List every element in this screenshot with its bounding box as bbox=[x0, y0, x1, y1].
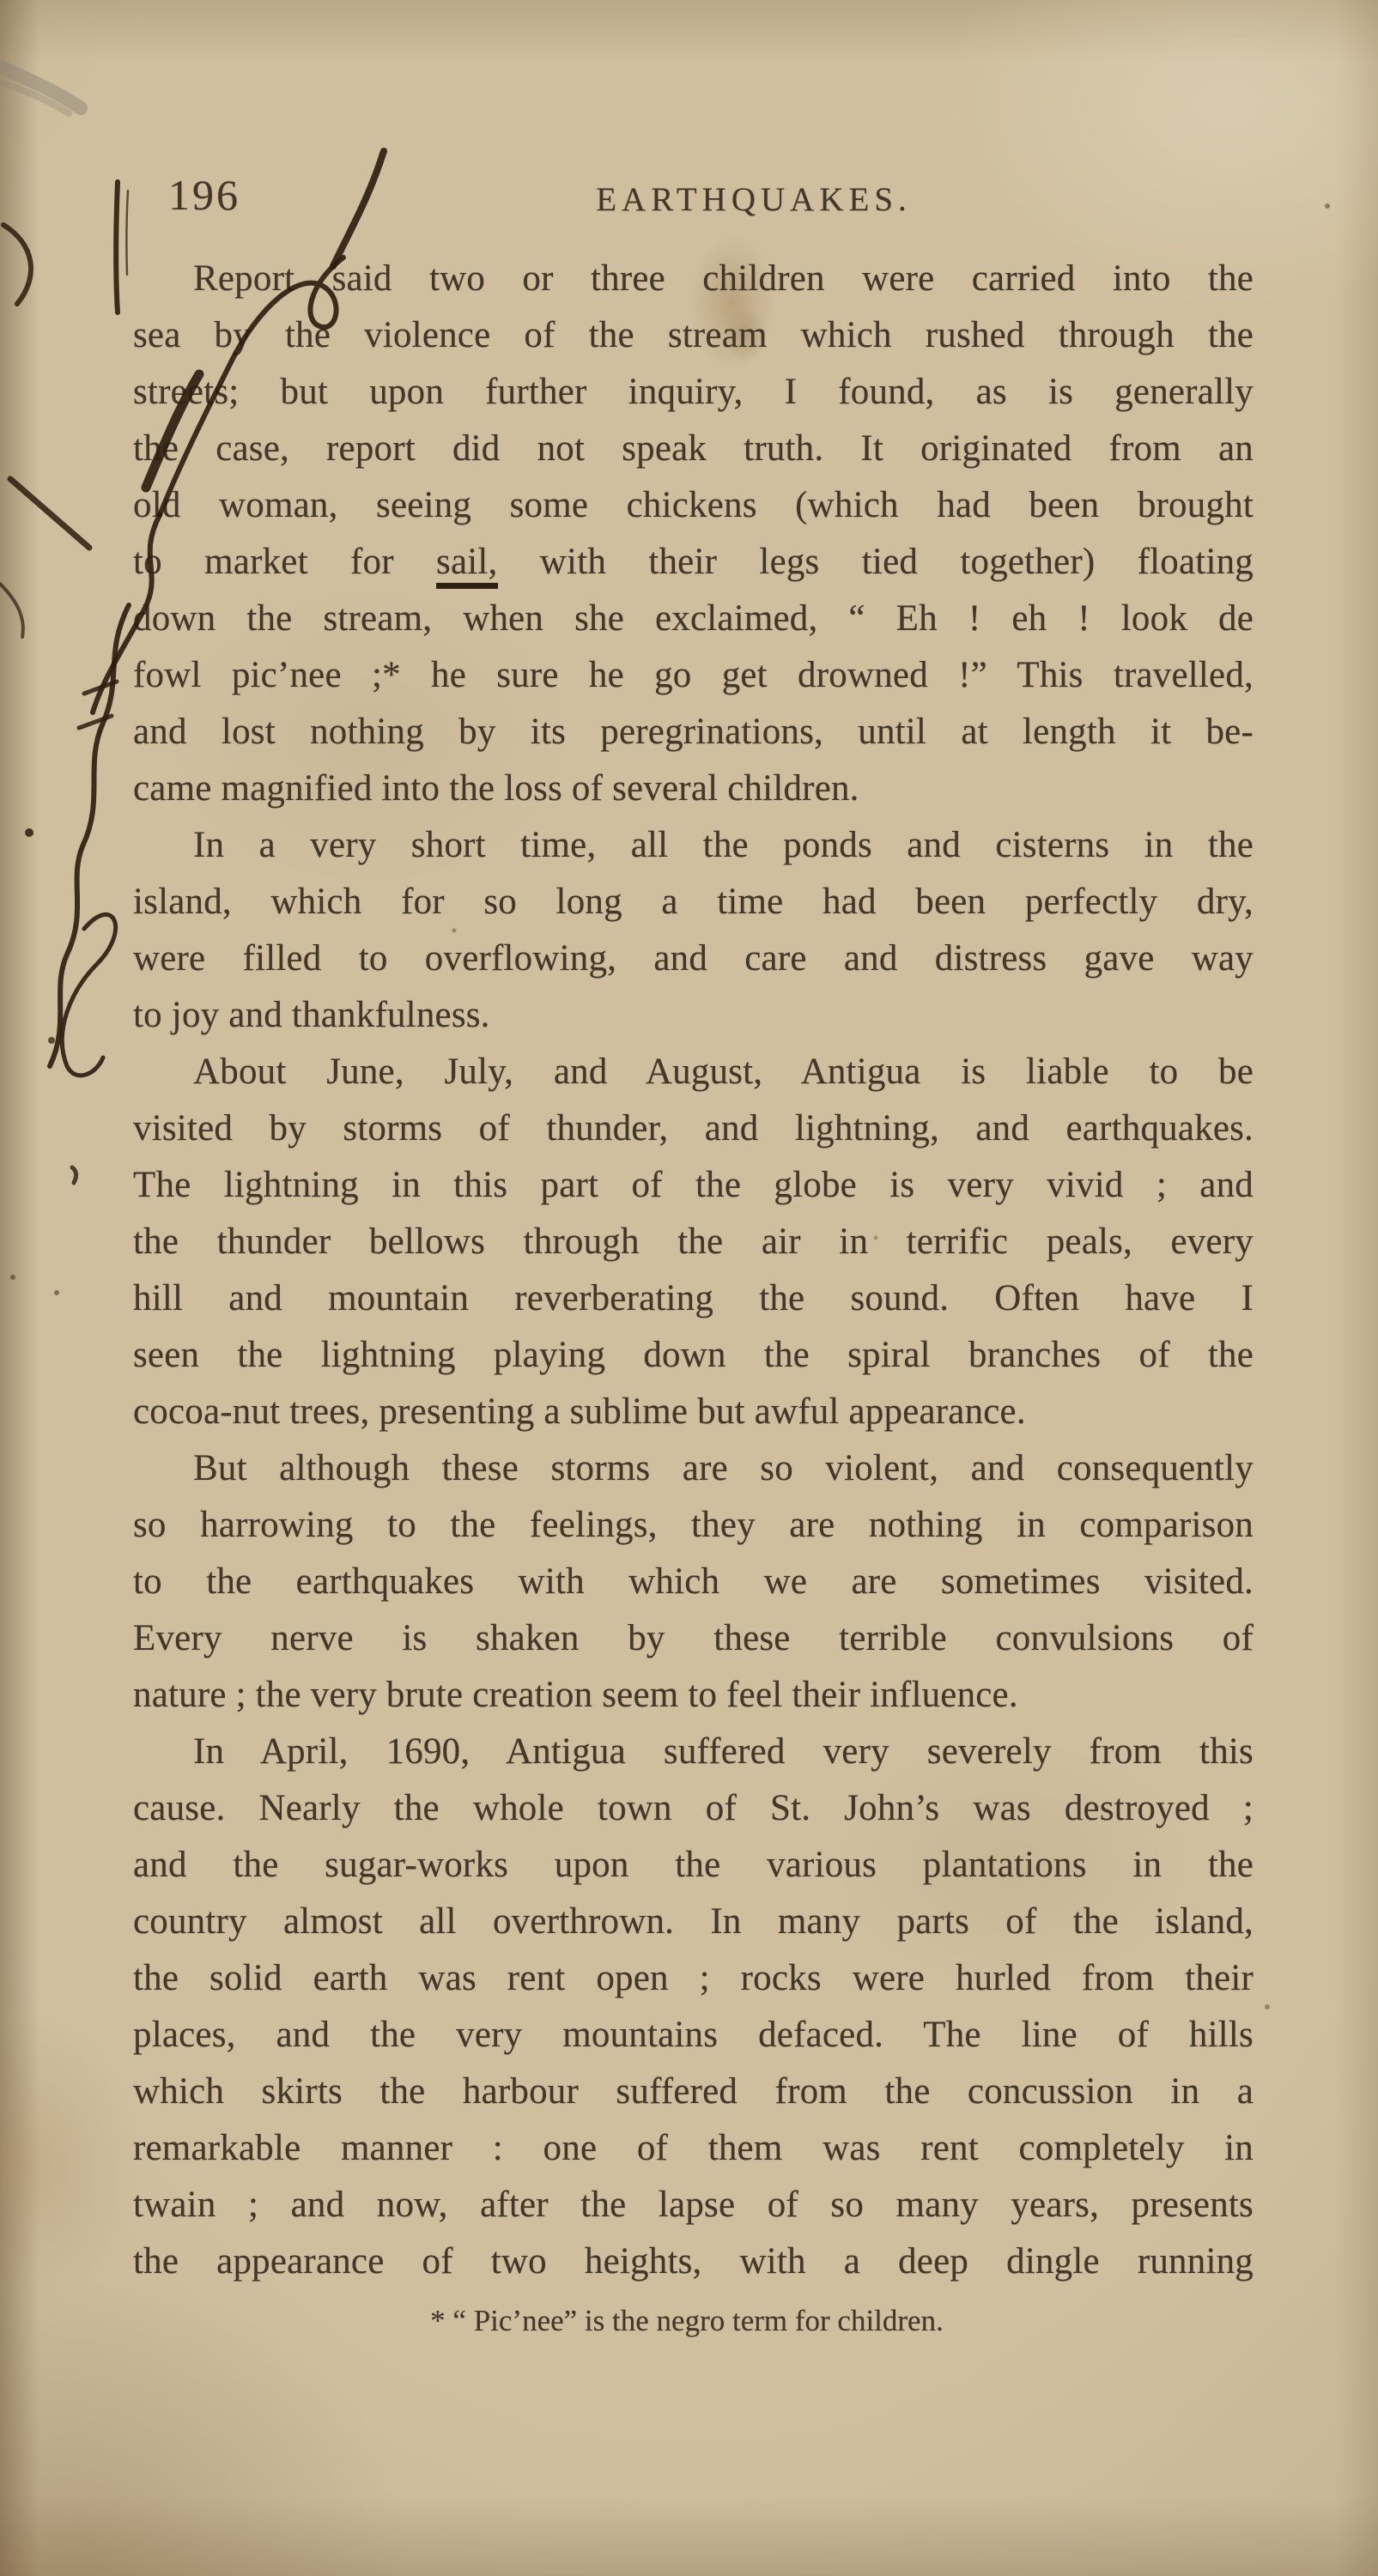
text-line: to the earthquakes with which we are sometimes visited. bbox=[133, 1561, 1254, 1602]
text-line: nature ; the very brute creation seem to feel their influence. bbox=[133, 1675, 1018, 1715]
margin-ink-dot bbox=[25, 828, 33, 837]
text-line: to joy and thankfulness. bbox=[133, 995, 490, 1035]
margin-ink-dash2 bbox=[79, 716, 112, 728]
text-line: streets; but upon further inquiry, I found, as is generally bbox=[133, 372, 1254, 412]
text-line: so harrowing to the feelings, they are nothing in comparison bbox=[133, 1505, 1254, 1545]
text-line: the solid earth was rent open ; rocks were hurled from their bbox=[133, 1958, 1254, 1998]
text-line: were filled to overflowing, and care and distress gave way bbox=[133, 938, 1254, 979]
text-line: cocoa-nut trees, presenting a sublime but awful appearance. bbox=[133, 1391, 1026, 1432]
text-line: visited by storms of thunder, and lightning, and earthquakes. bbox=[133, 1108, 1254, 1149]
margin-ink-slash bbox=[10, 479, 89, 548]
running-head: EARTHQUAKES. bbox=[596, 181, 912, 218]
margin-ink-dot2 bbox=[48, 1037, 55, 1044]
page-speck1 bbox=[1325, 203, 1330, 209]
margin-ink-bar bbox=[116, 182, 118, 312]
pencil-smudge-echo bbox=[0, 82, 69, 113]
text-line: remarkable manner : one of them was rent completely in bbox=[133, 2128, 1254, 2168]
text-line: In a very short time, all the ponds and cisterns in the bbox=[193, 825, 1254, 865]
text-line bbox=[133, 541, 1254, 597]
footnote: * “ Pic’nee” is the negro term for children. bbox=[430, 2304, 944, 2337]
page-speck2 bbox=[1265, 2004, 1270, 2009]
text-line: the thunder bellows through the air in terrific peals, every bbox=[133, 1221, 1254, 1262]
margin-ink-comma bbox=[72, 1167, 76, 1183]
text-line: Report said two or three children were carried into the bbox=[193, 258, 1254, 299]
body-text bbox=[133, 258, 1254, 2297]
text-line: Every nerve is shaken by these terrible convulsions of bbox=[133, 1618, 1254, 1658]
margin-ink-hook bbox=[3, 225, 31, 304]
text-line: hill and mountain reverberating the sound. Often have I bbox=[133, 1278, 1254, 1318]
text-line: the appearance of two heights, with a deep dingle running bbox=[133, 2241, 1254, 2282]
underlined-word: sail, bbox=[436, 542, 497, 589]
text-line: places, and the very mountains defaced. The line of hills bbox=[133, 2015, 1254, 2055]
text-line: The lightning in this part of the globe is very vivid ; and bbox=[133, 1165, 1254, 1205]
text-line: twain ; and now, after the lapse of so many years, presents bbox=[133, 2185, 1254, 2225]
text-line: down the stream, when she exclaimed, “ Eh ! eh ! look de bbox=[133, 598, 1254, 639]
text-line: About June, July, and August, Antigua is liable to be bbox=[193, 1052, 1254, 1092]
margin-ink-dash1 bbox=[84, 682, 117, 694]
text-line: island, which for so long a time had been perfectly dry, bbox=[133, 882, 1254, 922]
page-number: 196 bbox=[168, 171, 240, 219]
text-line: and the sugar-works upon the various plantations in the bbox=[133, 1845, 1254, 1885]
text-line: sea by the violence of the stream which rushed through the bbox=[133, 315, 1254, 355]
text-line: and lost nothing by its peregrinations, until at length it be- bbox=[133, 712, 1254, 752]
text-line: seen the lightning playing down the spiral branches of the bbox=[133, 1335, 1254, 1375]
text-segment: with their legs tied together) floating bbox=[497, 542, 1254, 582]
text-segment: to market for bbox=[133, 542, 437, 582]
margin-speck2 bbox=[54, 1290, 59, 1295]
text-line: country almost all overthrown. In many parts of the island, bbox=[133, 1901, 1254, 1942]
text-line: But although these storms are so violent, and consequently bbox=[193, 1448, 1254, 1488]
margin-ink-flourish-lower bbox=[50, 605, 129, 1066]
text-line: old woman, seeing some chickens (which had been brought bbox=[133, 485, 1254, 525]
text-line: came magnified into the loss of several children. bbox=[133, 768, 859, 809]
margin-ink-tick bbox=[0, 584, 23, 637]
text-line: fowl pic’nee ;* he sure he go get drowned !” This travelled, bbox=[133, 655, 1254, 695]
text-line: the case, report did not speak truth. It originated from an bbox=[133, 428, 1254, 469]
margin-ink-bar-thin bbox=[126, 191, 128, 275]
text-line: In April, 1690, Antigua suffered very severely from this bbox=[193, 1731, 1254, 1772]
text-line: cause. Nearly the whole town of St. John’s was destroyed ; bbox=[133, 1788, 1254, 1828]
margin-ink-loop-bottom bbox=[62, 914, 115, 1075]
margin-speck1 bbox=[10, 1275, 15, 1280]
pencil-smudge bbox=[2, 67, 81, 108]
text-line: which skirts the harbour suffered from the concussion in a bbox=[133, 2071, 1254, 2112]
